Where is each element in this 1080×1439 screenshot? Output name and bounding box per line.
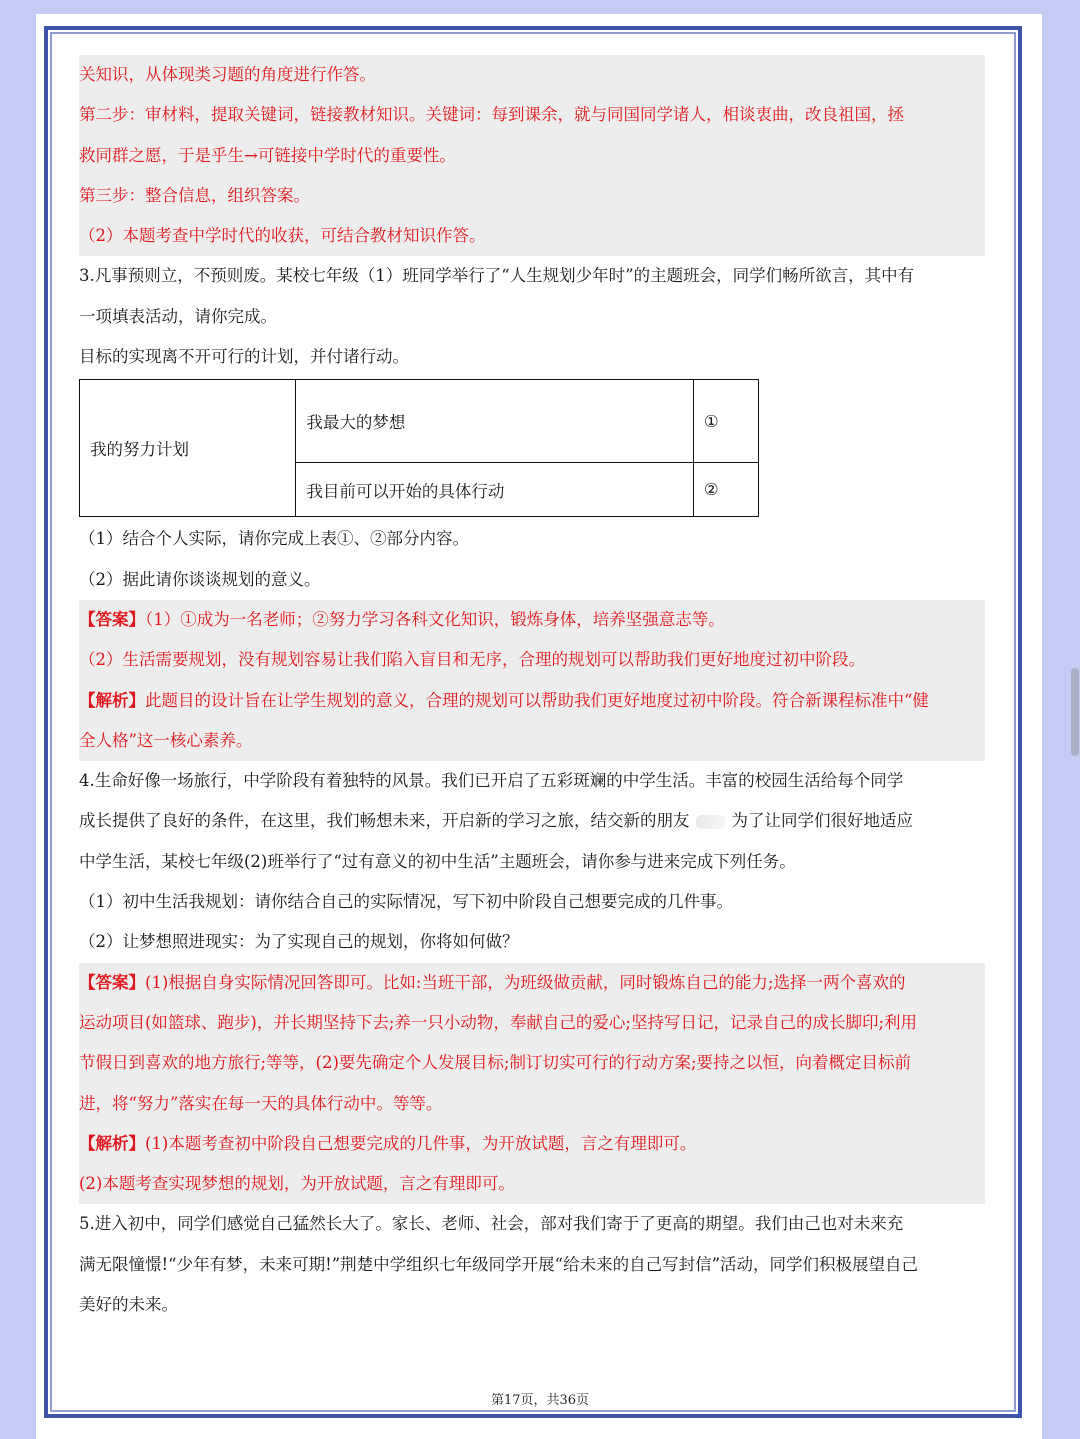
answer-text: (1)根据自身实际情况回答即可。比如:当班干部，为班级做贡献，同时锻炼自己的能力;选择一两个喜欢的	[145, 972, 906, 992]
sub-question: （2）让梦想照进现实：为了实现自己的规划，你将如何做？	[79, 932, 519, 952]
text-line: 救同群之愿，于是乎生→可链接中学时代的重要性。	[79, 145, 456, 165]
question-text: 目标的实现离不开可行的计划，并付诸行动。	[79, 347, 409, 367]
question-text: 4.生命好像一场旅行，中学阶段有着独特的风景。我们已开启了五彩斑斓的中学生活。丰富的校园生活给每个同学	[79, 771, 904, 791]
text-line: （2）本题考查中学时代的收获，可结合教材知识作答。	[79, 226, 486, 246]
question-text: 为了让同学们很好地适应	[731, 811, 913, 831]
text-line: 关知识，从体现类习题的角度进行作答。	[79, 65, 376, 84]
question-3	[79, 256, 985, 761]
question-text: 成长提供了良好的条件，在这里，我们畅想未来，开启新的学习之旅，结交新的朋友	[79, 811, 690, 831]
analysis-block-top	[79, 55, 985, 256]
analysis-text: 此题目的设计旨在让学生规划的意义，合理的规划可以帮助我们更好地度过初中阶段。符合新课程标准中“健	[145, 690, 929, 710]
question-text: 3.凡事预则立，不预则废。某校七年级（1）班同学举行了“人生规划少年时”的主题班会，同学们畅所欲言，其中有	[79, 266, 915, 286]
question-text: 美好的未来。	[79, 1295, 178, 1315]
question-5	[79, 1204, 985, 1325]
sub-question: （2）据此请你谈谈规划的意义。	[79, 569, 321, 589]
analysis-text: 全人格”这一核心素养。	[79, 730, 253, 750]
answer-block	[79, 600, 985, 761]
table-cell-action: 我目前可以开始的具体行动	[296, 463, 694, 517]
table-cell-dream: 我最大的梦想	[296, 380, 694, 463]
answer-text: 运动项目(如篮球、跑步)，并长期坚持下去;养一只小动物，奉献自己的爱心;坚持写日记，记录自己的成长脚印;利用	[79, 1012, 918, 1032]
answer-tag: 【答案】	[79, 972, 145, 992]
answer-tag: 【答案】	[79, 609, 145, 629]
answer-text: 进，将“努力”落实在每一天的具体行动中。等等。	[79, 1093, 443, 1113]
table-cell-mark-1: ①	[693, 380, 758, 463]
sub-question: （1）结合个人实际，请你完成上表①、②部分内容。	[79, 529, 469, 549]
table-cell-mark-2: ②	[693, 463, 758, 517]
page-number: 第17页，共36页	[490, 1393, 590, 1408]
question-text: 5.进入初中，同学们感觉自己猛然长大了。家长、老师、社会，部对我们寄于了更高的期望。我们由己也对未来充	[79, 1214, 904, 1234]
text-line: 第二步：审材料，提取关键词，链接教材知识。关键词：每到课余，就与同国同学诸人，相谈衷曲，改良祖国，拯	[79, 105, 904, 125]
analysis-text: (1)本题考查初中阶段自己想要完成的几件事，为开放试题，言之有理即可。	[145, 1133, 697, 1153]
analysis-tag: 【解析】	[79, 1133, 145, 1153]
answer-text: （1）①成为一名老师；②努力学习各科文化知识，锻炼身体，培养坚强意志等。	[145, 609, 725, 629]
question-text: 中学生活，某校七年级(2)班举行了“过有意义的初中生活”主题班会，请你参与进来完成下列任务。	[79, 851, 796, 871]
analysis-tag: 【解析】	[79, 690, 145, 710]
question-text: 满无限憧憬!“少年有梦，未来可期!”荆楚中学组织七年级同学开展“给未来的自己写封信”活动，同学们积极展望自己	[79, 1254, 919, 1274]
analysis-text: (2)本题考查实现梦想的规划，为开放试题，言之有理即可。	[79, 1174, 515, 1194]
plan-table	[79, 379, 759, 517]
answer-text: （2）生活需要规划，没有规划容易让我们陷入盲目和无序，合理的规划可以帮助我们更好地度过初中阶段。	[79, 650, 865, 670]
answer-text: 节假日到喜欢的地方旅行;等等，(2)要先确定个人发展目标;制订切实可行的行动方案;要持之以恒，向着概定目标前	[79, 1053, 912, 1073]
question-4	[79, 761, 985, 1204]
question-text: 一项填表活动，请你完成。	[79, 306, 277, 326]
blurred-region	[696, 815, 726, 829]
answer-block	[79, 963, 985, 1205]
scrollbar-thumb[interactable]	[1071, 668, 1079, 756]
sub-question: （1）初中生活我规划：请你结合自己的实际情况，写下初中阶段自己想要完成的几件事。	[79, 892, 733, 912]
table-row-header: 我的努力计划	[80, 380, 296, 517]
text-line: 第三步：整合信息，组织答案。	[79, 185, 310, 205]
document-content	[79, 55, 985, 1325]
